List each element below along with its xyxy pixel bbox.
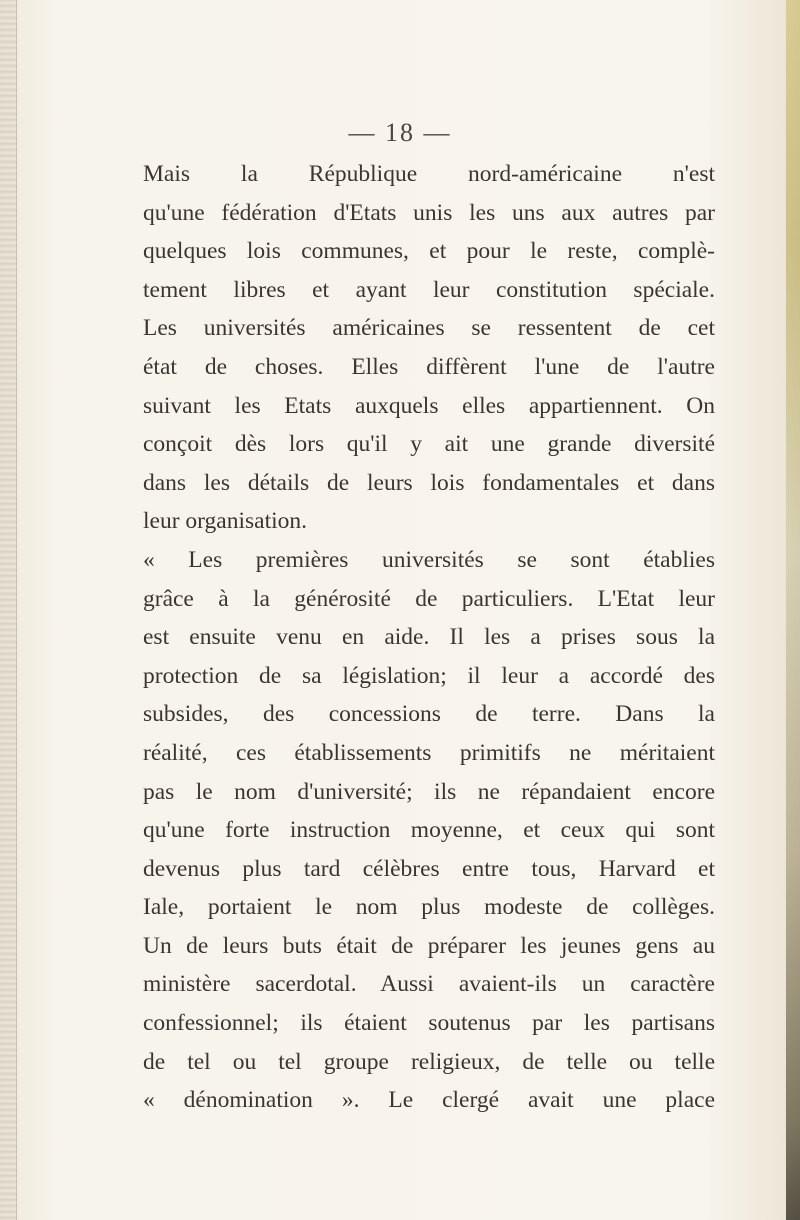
binding-edge xyxy=(0,0,17,1220)
text-line: qu'une fédération d'Etats unis les uns aux autres par xyxy=(143,199,715,226)
text-line: qu'une forte instruction moyenne, et ceux qui sont xyxy=(143,817,715,844)
text-line: confessionnel; ils étaient soutenus par les partisans xyxy=(143,1010,715,1037)
text-line: protection de sa législation; il leur a accordé des xyxy=(143,662,715,689)
text-line: conçoit dès lors qu'il y ait une grande diversité xyxy=(143,431,715,458)
text-line: devenus plus tard célèbres entre tous, Harvard et xyxy=(143,855,715,882)
text-line: suivant les Etats auxquels elles appartiennent. On xyxy=(143,392,715,419)
text-line: de tel ou tel groupe religieux, de telle ou telle xyxy=(143,1048,715,1075)
text-line: subsides, des concessions de terre. Dans la xyxy=(143,701,715,728)
text-line: leur organisation. xyxy=(143,508,308,535)
text-line: Les universités américaines se ressentent de cet xyxy=(143,315,715,342)
text-line: est ensuite venu en aide. Il les a prises sous la xyxy=(143,624,715,651)
text-line: Iale, portaient le nom plus modeste de collèges. xyxy=(143,894,715,921)
text-line: grâce à la générosité de particuliers. L'Etat leur xyxy=(143,585,715,612)
text-line: ministère sacerdotal. Aussi avaient-ils un caractère xyxy=(143,971,715,998)
text-line: quelques lois communes, et pour le reste, complè- xyxy=(143,238,715,265)
text-line: Un de leurs buts était de préparer les jeunes gens au xyxy=(143,932,715,959)
text-line: « Les premières universités se sont établies xyxy=(143,546,715,573)
body-text xyxy=(143,155,715,1120)
text-line: tement libres et ayant leur constitution spéciale. xyxy=(143,276,715,303)
page-number: — 18 — xyxy=(348,118,452,147)
text-line: Mais la République nord-américaine n'est xyxy=(143,161,715,187)
text-line: « dénomination ». Le clergé avait une place xyxy=(143,1087,715,1114)
text-line: pas le nom d'université; ils ne répandaient encore xyxy=(143,778,715,805)
text-line: dans les détails de leurs lois fondamentales et dans xyxy=(143,469,715,496)
text-line: réalité, ces établissements primitifs ne méritaient xyxy=(143,739,715,766)
text-line: état de choses. Elles diffèrent l'une de l'autre xyxy=(143,353,715,380)
page-edge-strip xyxy=(786,0,800,1220)
